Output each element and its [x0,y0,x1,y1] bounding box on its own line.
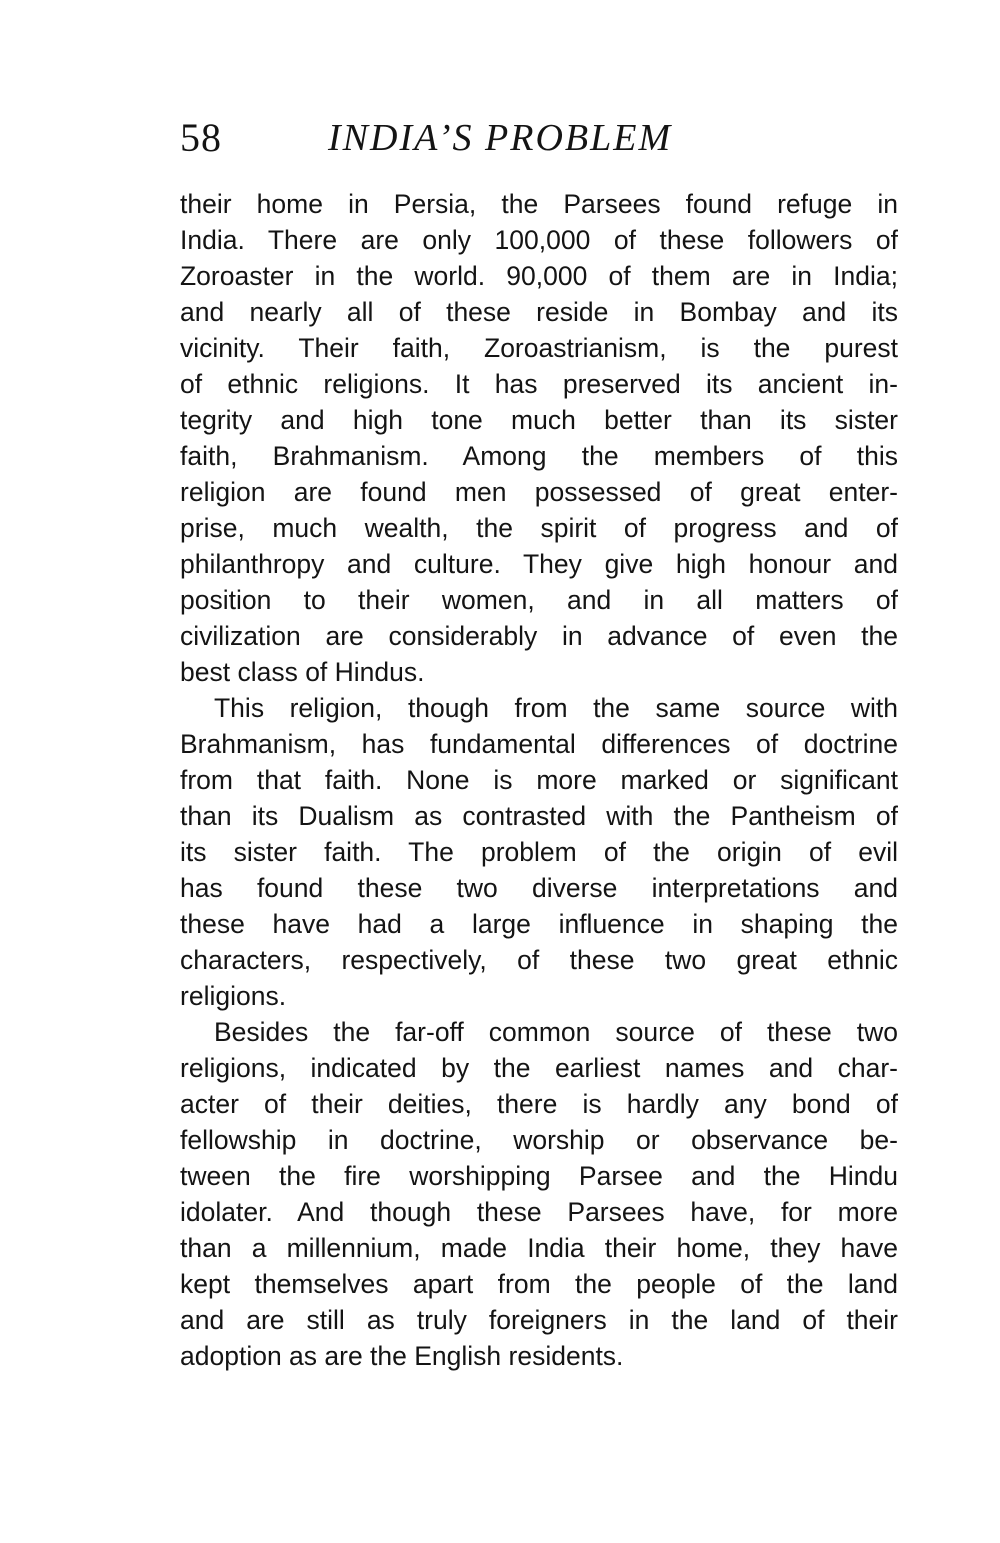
text-line: and are still as truly foreigners in the land of their [180,1305,898,1335]
paragraph-3 [180,1014,898,1374]
running-head [180,108,900,168]
text-line: these have had a large influence in shaping the [180,909,898,939]
text-line: civilization are considerably in advance of even the [180,621,898,651]
text-line: Zoroaster in the world. 90,000 of them are in India; [180,261,898,291]
text-line: acter of their deities, there is hardly any bond of [180,1089,898,1119]
text-line: idolater. And though these Parsees have, for more [180,1197,898,1227]
text-line: has found these two diverse interpretations and [180,873,898,903]
text-line: faith, Brahmanism. Among the members of this [180,441,898,471]
text-line: from that faith. None is more marked or significant [180,765,898,795]
text-line: India. There are only 100,000 of these followers of [180,225,898,255]
text-line: characters, respectively, of these two great ethnic [180,945,898,975]
text-line: Brahmanism, has fundamental differences of doctrine [180,729,898,759]
text-line: position to their women, and in all matters of [180,585,898,615]
text-line: adoption as are the English residents. [180,1341,624,1371]
page-number: 58 [180,115,222,160]
text-line: than a millennium, made India their home, they have [180,1233,898,1263]
text-line: its sister faith. The problem of the origin of evil [180,837,898,867]
running-title: INDIA’S PROBLEM [328,117,673,159]
text-line: tween the fire worshipping Parsee and the Hindu [180,1161,898,1191]
text-line: fellowship in doctrine, worship or observance be- [180,1125,898,1155]
text-line: their home in Persia, the Parsees found refuge in [180,189,898,219]
text-line: Besides the far-off common source of these two [214,1017,898,1047]
text-line: of ethnic religions. It has preserved its ancient in- [180,369,898,399]
text-line: kept themselves apart from the people of the land [180,1269,898,1299]
text-line: vicinity. Their faith, Zoroastrianism, is the purest [180,333,898,363]
text-line: tegrity and high tone much better than its sister [180,405,898,435]
text-line: prise, much wealth, the spirit of progress and of [180,513,898,543]
body-text [180,186,898,1374]
text-line: religions. [180,981,287,1011]
text-line: This religion, though from the same source with [214,693,898,723]
text-line: than its Dualism as contrasted with the Pantheism of [180,801,898,831]
paragraph-2 [180,690,898,1014]
paragraph-1 [180,186,898,690]
text-line: and nearly all of these reside in Bombay and its [180,297,898,327]
text-line: philanthropy and culture. They give high honour and [180,549,898,579]
text-line: religions, indicated by the earliest names and char- [180,1053,898,1083]
text-line: best class of Hindus. [180,657,425,687]
text-line: religion are found men possessed of great enter- [180,477,898,507]
